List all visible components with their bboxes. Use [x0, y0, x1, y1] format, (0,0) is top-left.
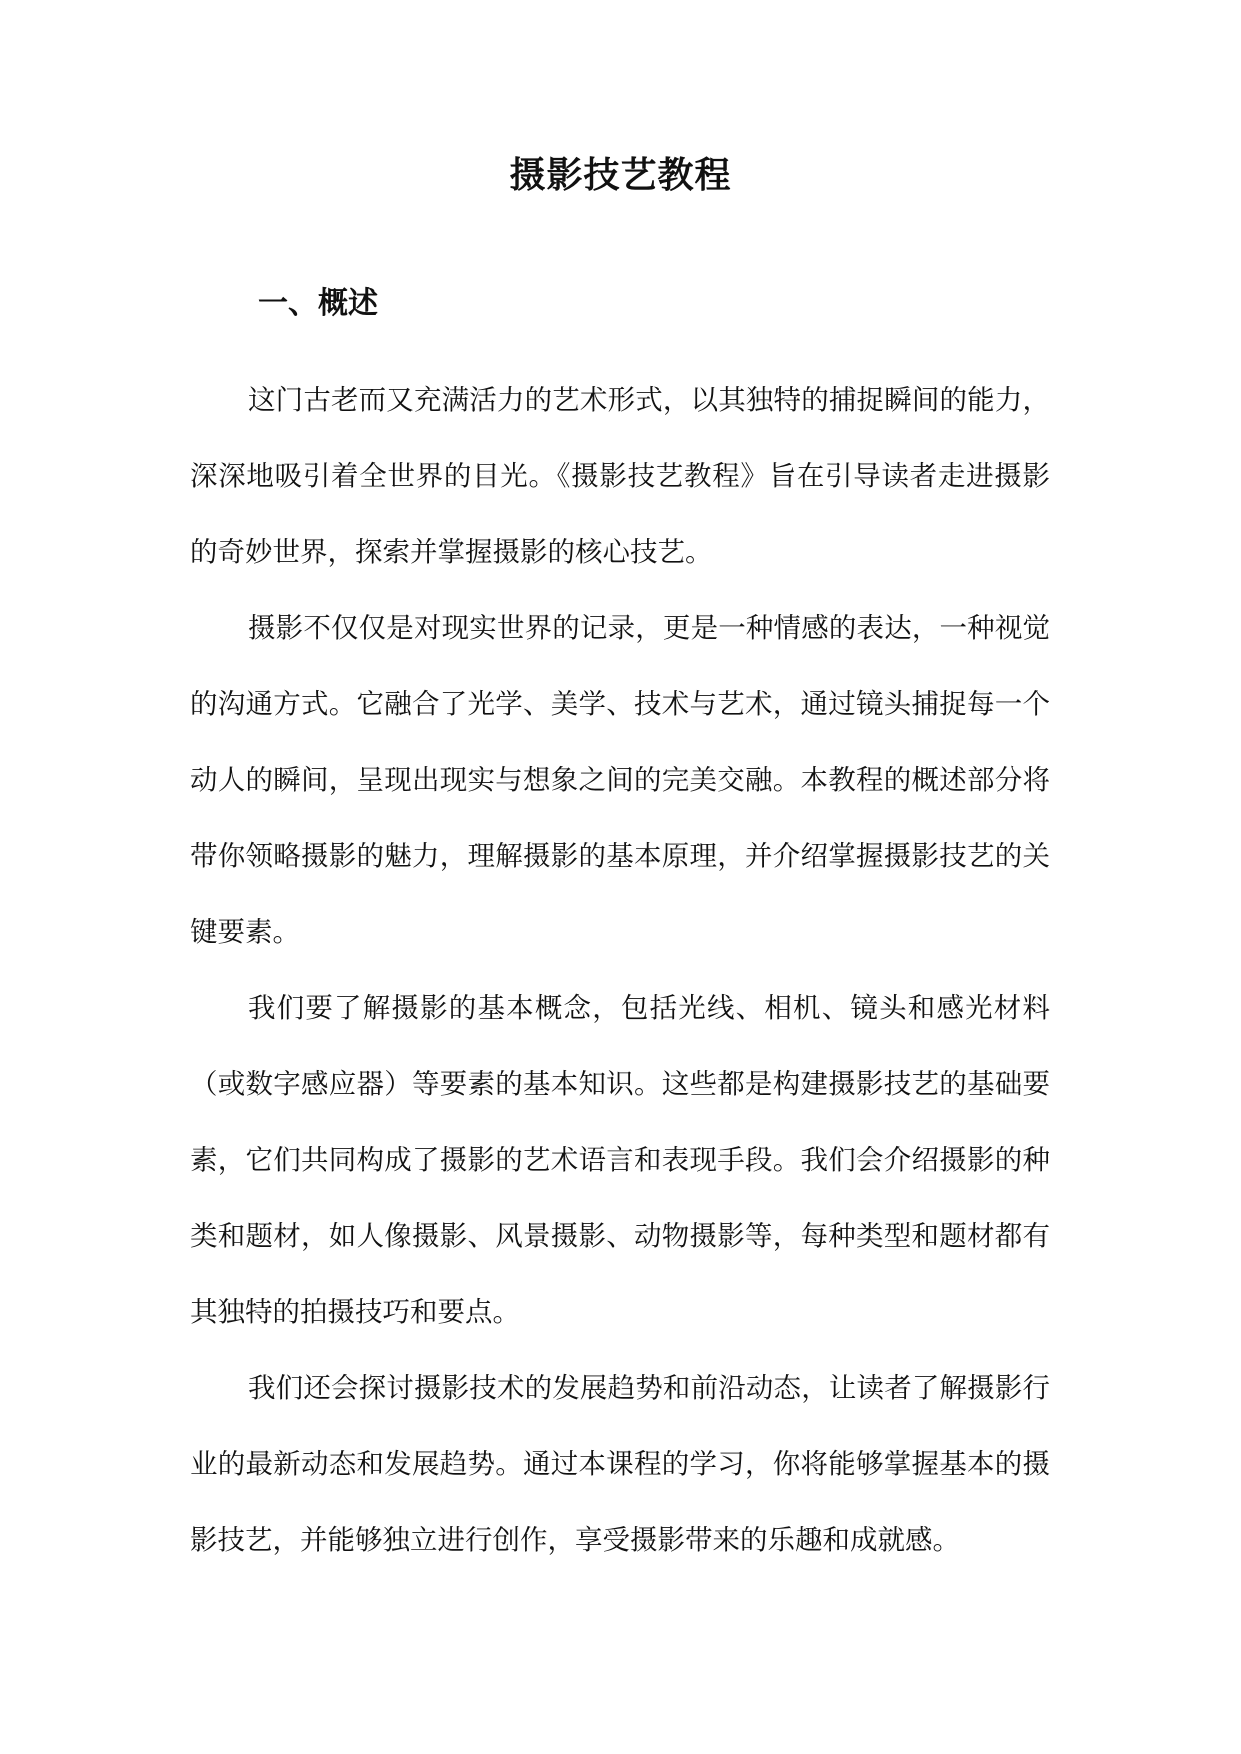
paragraph: 摄影不仅仅是对现实世界的记录，更是一种情感的表达，一种视觉的沟通方式。它融合了光学、美学、技术与艺术，通过镜头捕捉每一个动人的瞬间，呈现出现实与想象之间的完美交融。本教程的概述部分将带你领略摄影的魅力，理解摄影的基本原理，并介绍掌握摄影技艺的关键要素。: [190, 612, 1050, 948]
paragraph: 这门古老而又充满活力的艺术形式，以其独特的捕捉瞬间的能力，深深地吸引着全世界的目光。《摄影技艺教程》旨在引导读者走进摄影的奇妙世界，探索并掌握摄影的核心技艺。: [190, 384, 1050, 568]
document-body: [190, 362, 1050, 1578]
section-heading: 一、概述: [258, 286, 378, 321]
paragraph: 我们还会探讨摄影技术的发展趋势和前沿动态，让读者了解摄影行业的最新动态和发展趋势。通过本课程的学习，你将能够掌握基本的摄影技艺，并能够独立进行创作，享受摄影带来的乐趣和成就感。: [190, 1372, 1050, 1556]
paragraph: 我们要了解摄影的基本概念，包括光线、相机、镜头和感光材料（或数字感应器）等要素的基本知识。这些都是构建摄影技艺的基础要素，它们共同构成了摄影的艺术语言和表现手段。我们会介绍摄影的种类和题材，如人像摄影、风景摄影、动物摄影等，每种类型和题材都有其独特的拍摄技巧和要点。: [190, 992, 1050, 1328]
document-title: 摄影技艺教程: [509, 154, 732, 196]
